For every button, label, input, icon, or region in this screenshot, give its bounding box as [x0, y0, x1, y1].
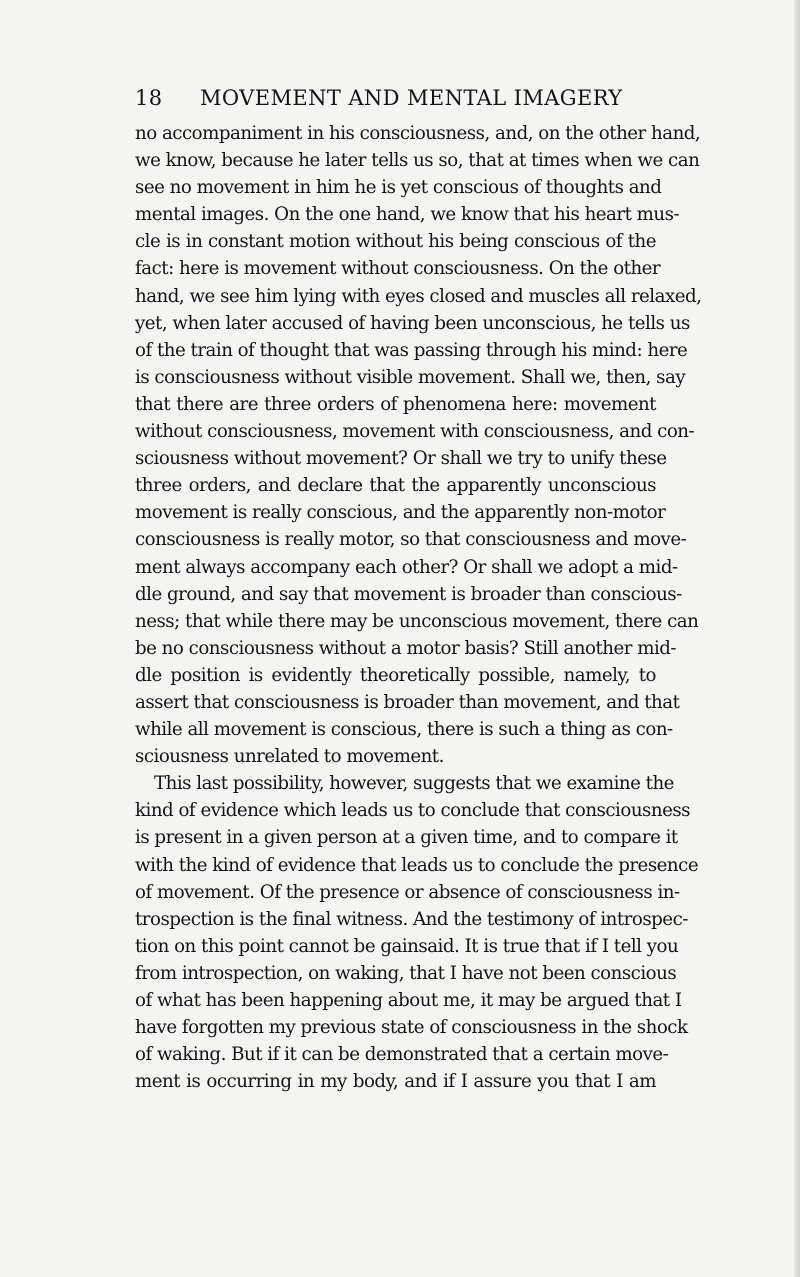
text-line: trospection is the final witness. And the testimony of introspec-	[135, 908, 688, 930]
text-line: is consciousness without visible movement. Shall we, then, say	[135, 366, 686, 388]
text-line: with the kind of evidence that leads us to conclude the presence	[135, 854, 699, 876]
text-line: we know, because he later tells us so, that at times when we can	[135, 150, 700, 172]
text-line: assert that consciousness is broader than movement, and that	[135, 691, 680, 713]
text-line: of the train of thought that was passing through his mind: here	[135, 339, 688, 361]
text-line: is present in a given person at a given time, and to compare it	[135, 827, 678, 849]
paragraph-1	[135, 120, 702, 770]
text-line: no accompaniment in his consciousness, and, on the other hand,	[135, 123, 701, 144]
body-text	[135, 120, 702, 1095]
text-line: dle position is evidently theoretically possible, namely, to	[135, 664, 656, 686]
text-line: sciousness without movement? Or shall we try to unify these	[135, 448, 667, 470]
page-number: 18	[135, 86, 163, 110]
text-line: that there are three orders of phenomena here: movement	[135, 393, 656, 415]
text-line: from introspection, on waking, that I have not been conscious	[135, 962, 677, 984]
text-line: consciousness is really motor, so that consciousness and move-	[135, 529, 687, 551]
text-line: three orders, and declare that the apparently unconscious	[135, 475, 656, 497]
page-header	[135, 86, 655, 116]
running-head: MOVEMENT AND MENTAL IMAGERY	[200, 86, 623, 110]
text-line: fact: here is movement without consciousness. On the other	[135, 258, 661, 280]
text-line: of what has been happening about me, it may be argued that I	[135, 990, 682, 1011]
text-line: movement is really conscious, and the apparently non-motor	[135, 502, 666, 524]
text-line: hand, we see him lying with eyes closed and muscles all relaxed,	[135, 285, 702, 307]
page-edge-shadow	[794, 0, 800, 1277]
text-line: see no movement in him he is yet conscious of thoughts and	[135, 177, 662, 199]
text-line: of waking. But if it can be demonstrated that a certain move-	[135, 1044, 669, 1066]
text-line: yet, when later accused of having been unconscious, he tells us	[135, 312, 690, 334]
text-line: ness; that while there may be unconscious movement, there can	[135, 610, 699, 632]
text-line: dle ground, and say that movement is broader than conscious-	[135, 583, 682, 605]
text-line: This last possibility, however, suggests that we examine the	[154, 773, 674, 795]
text-line: be no consciousness without a motor basis? Still another mid-	[135, 637, 677, 659]
text-line: tion on this point cannot be gainsaid. It is true that if I tell you	[135, 935, 679, 957]
text-line: mental images. On the one hand, we know that his heart mus-	[135, 204, 680, 226]
text-line: ment is occurring in my body, and if I assure you that I am	[135, 1071, 656, 1093]
text-line: kind of evidence which leads us to conclude that consciousness	[135, 800, 691, 822]
text-line: of movement. Of the presence or absence of consciousness in-	[135, 881, 680, 903]
text-line: have forgotten my previous state of consciousness in the shock	[135, 1017, 688, 1039]
text-line: while all movement is conscious, there is such a thing as con-	[135, 719, 673, 741]
text-line: cle is in constant motion without his being conscious of the	[135, 231, 656, 253]
text-line: ment always accompany each other? Or shall we adopt a mid-	[135, 556, 678, 578]
paragraph-2	[135, 770, 699, 1095]
text-line: without consciousness, movement with consciousness, and con-	[135, 421, 695, 443]
text-line: sciousness unrelated to movement.	[135, 746, 444, 768]
